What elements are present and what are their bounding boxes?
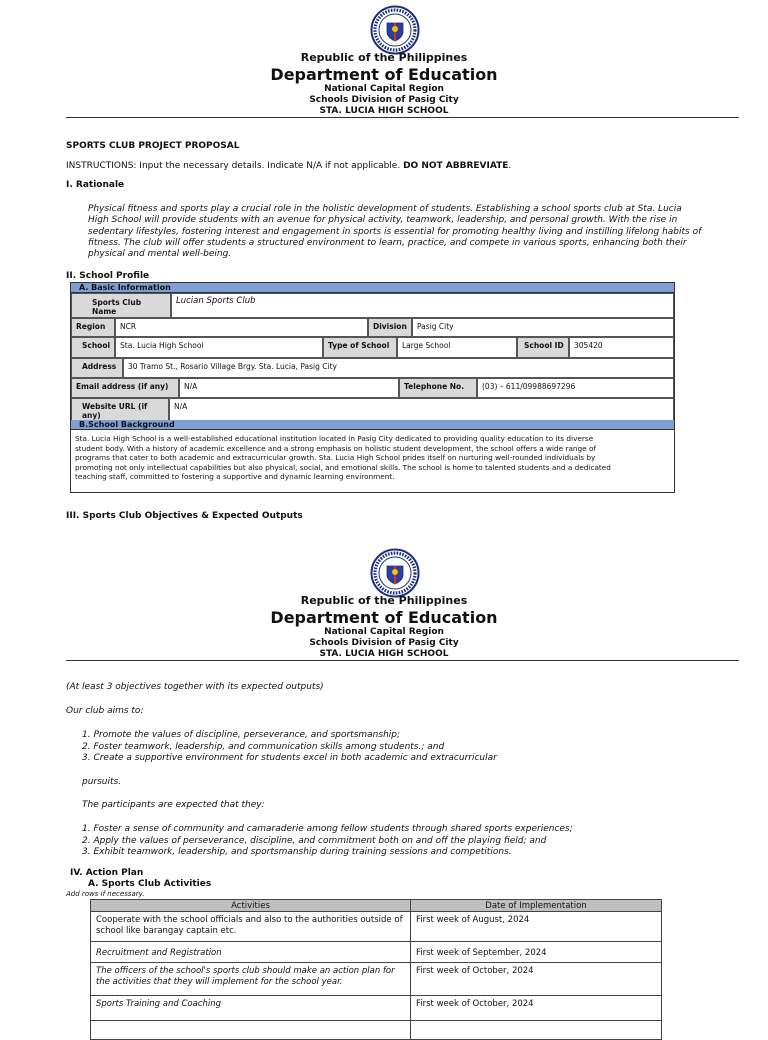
section-rationale-heading: I. Rationale <box>66 180 125 190</box>
activity-cell <box>90 1020 411 1040</box>
date-cell: First week of August, 2024 <box>410 911 662 942</box>
telephone-label: Telephone No. <box>399 378 477 398</box>
school-type-label: Type of School <box>323 337 397 358</box>
date-cell: First week of September, 2024 <box>410 941 662 963</box>
section-school-profile-heading: II. School Profile <box>66 271 150 281</box>
division-value: Pasig City <box>412 318 674 337</box>
activity-cell: Sports Training and Coaching <box>90 995 411 1021</box>
aim-item: 1. Promote the values of discipline, perseverance, and sportsmanship; <box>82 730 401 740</box>
instructions <box>66 161 511 171</box>
region-value: NCR <box>115 318 368 337</box>
club-name-value: Lucian Sports Club <box>171 293 674 318</box>
school-background-paragraph <box>75 434 673 482</box>
aims-intro: Our club aims to: <box>66 706 144 716</box>
email-value: N/A <box>179 378 399 398</box>
school-line: STA. LUCIA HIGH SCHOOL <box>319 649 449 659</box>
rationale-line: sedentary lifestyles, fostering interest and engagement in sports is essential for promoting healthy living and instilling lifelong habits of <box>88 226 702 237</box>
activity-cell: Recruitment and Registration <box>90 941 411 963</box>
expected-item: 3. Exhibit teamwork, leadership, and sportsmanship during training sessions and competitions. <box>82 847 512 857</box>
background-line: Sta. Lucia High School is a well-established educational institution located in Pasig City dedicated to providing quality education to its diverse <box>75 434 594 443</box>
activities-subheading: A. Sports Club Activities <box>88 879 212 889</box>
letterhead <box>0 51 768 117</box>
instructions-emphasis: DO NOT ABBREVIATE <box>403 161 509 171</box>
instructions-text: INSTRUCTIONS: Input the necessary details. Indicate N/A if not applicable. <box>66 161 401 171</box>
deped-seal-icon <box>370 5 420 55</box>
school-value: Sta. Lucia High School <box>115 337 323 358</box>
add-rows-note: Add rows if necessary. <box>66 890 145 898</box>
division-line: Schools Division of Pasig City <box>309 95 459 105</box>
division-line: Schools Division of Pasig City <box>309 638 459 648</box>
expected-item: 2. Apply the values of perseverance, discipline, and commitment both on and off the playing field; and <box>82 835 547 846</box>
expected-outputs-list <box>82 824 573 859</box>
date-cell <box>410 1020 662 1040</box>
rationale-line: High School will provide students with an avenue for physical activity, teamwork, leadership, and personal growth. With the rise in <box>88 215 678 226</box>
section-objectives-heading: III. Sports Club Objectives & Expected Outputs <box>66 511 303 521</box>
rationale-line: Physical fitness and sports play a crucial role in the holistic development of students. Establishing a school sports club at Sta. Lucia <box>88 204 682 214</box>
address-value: 30 Tramo St., Rosario Village Brgy. Sta. Lucia, Pasig City <box>123 358 674 378</box>
background-line: teaching staff, committed to fostering a supportive and dynamic learning environment. <box>75 472 395 482</box>
rationale-line: fitness. The club will offer students a structured environment to learn, practice, and compete in various sports, enhancing both their <box>88 237 687 248</box>
website-label: Website URL (if any) <box>71 398 169 421</box>
date-column-header: Date of Implementation <box>410 899 662 912</box>
school-type-value: Large School <box>397 337 517 358</box>
school-line: STA. LUCIA HIGH SCHOOL <box>319 106 449 116</box>
telephone-value: (03) – 611/09988697296 <box>477 378 674 398</box>
activity-cell: Cooperate with the school officials and also to the authorities outside of school like barangay captain etc. <box>90 911 411 942</box>
aims-list <box>82 730 497 765</box>
expected-item: 1. Foster a sense of community and camaraderie among fellow students through shared sports experiences; <box>82 824 573 834</box>
aim-item: 3. Create a supportive environment for students excel in both academic and extracurricular <box>82 753 497 763</box>
department-line: Department of Education <box>270 65 498 84</box>
activity-cell: The officers of the school's sports club should make an action plan for the activities that they will implement for the school year. <box>90 962 411 996</box>
division-label: Division <box>368 318 412 337</box>
activities-column-header: Activities <box>90 899 411 912</box>
school-profile-table <box>70 282 675 493</box>
background-line: promoting not only intellectual capabilities but also physical, social, and emotional skills. The school is home to talented students and a dedicated <box>75 462 611 472</box>
letterhead-page-2 <box>0 594 768 660</box>
objectives-note: (At least 3 objectives together with its expected outputs) <box>66 682 324 692</box>
republic-line: Republic of the Philippines <box>300 594 468 607</box>
background-line: programs that cater to both academic and extracurricular growth. Sta. Lucia High School prides itself on nurturing well-rounded individuals by <box>75 453 596 463</box>
background-line: student body. With a history of academic excellence and a strong emphasis on holistic student development, the school offers a wide range of <box>75 443 597 453</box>
address-label: Address <box>71 358 123 378</box>
expected-intro: The participants are expected that they: <box>82 800 265 810</box>
header-divider <box>66 117 739 118</box>
rationale-paragraph <box>88 204 738 260</box>
document-title: SPORTS CLUB PROJECT PROPOSAL <box>66 141 240 151</box>
region-label: Region <box>71 318 115 337</box>
basic-information-band: A. Basic Information <box>71 283 674 293</box>
date-cell: First week of October, 2024 <box>410 962 662 996</box>
deped-seal-icon <box>370 548 420 598</box>
email-label: Email address (if any) <box>71 378 179 398</box>
header-divider <box>66 660 739 661</box>
date-cell: First week of October, 2024 <box>410 995 662 1021</box>
section-action-plan-heading: IV. Action Plan <box>70 868 144 878</box>
school-id-label: School ID <box>517 337 569 358</box>
aim-item: 2. Foster teamwork, leadership, and communication skills among students.; and <box>82 741 445 752</box>
school-background-band: B.School Background <box>71 420 674 430</box>
republic-line: Republic of the Philippines <box>300 51 468 64</box>
region-line: National Capital Region <box>324 627 444 637</box>
school-id-value: 305420 <box>569 337 674 358</box>
instructions-suffix: . <box>508 161 512 171</box>
aims-continuation: pursuits. <box>82 777 122 787</box>
website-value: N/A <box>169 398 674 421</box>
region-line: National Capital Region <box>324 84 444 94</box>
department-line: Department of Education <box>270 608 498 627</box>
rationale-line: physical and mental well-being. <box>88 249 232 260</box>
school-label: School <box>71 337 115 358</box>
club-name-label: Sports Club Name <box>71 293 171 318</box>
